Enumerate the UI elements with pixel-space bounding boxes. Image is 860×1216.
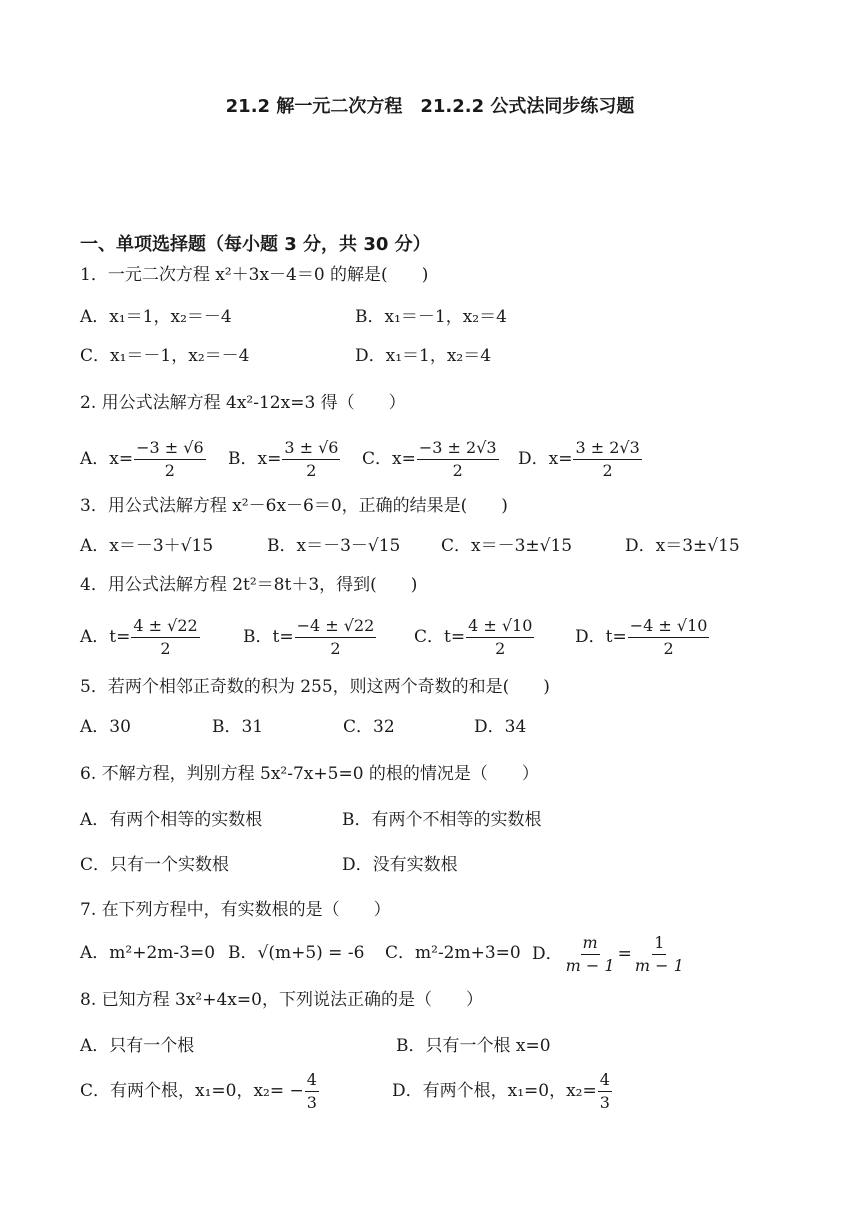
question-2-option-b — [228, 438, 341, 481]
question-6-option-a: A．有两个相等的实数根 — [80, 810, 263, 830]
question-6-stem: 6. 不解方程，判别方程 5x²-7x+5=0 的根的情况是（ ） — [80, 764, 539, 784]
question-8-stem: 8. 已知方程 3x²+4x=0，下列说法正确的是（ ） — [80, 990, 483, 1010]
fraction — [573, 438, 641, 481]
question-7-option-b: B．√(m+5) = -6 — [228, 943, 365, 963]
numerator: −4 ± √10 — [628, 616, 710, 638]
fraction — [598, 1070, 612, 1113]
option-label: D．x= — [518, 449, 573, 469]
fraction — [295, 616, 377, 659]
question-5-option-b: B．31 — [212, 717, 264, 737]
numerator: 4 ± √22 — [131, 616, 199, 638]
denominator: 2 — [495, 639, 506, 658]
question-2-option-a — [80, 438, 207, 481]
numerator: −4 ± √22 — [295, 616, 377, 638]
denominator: 3 — [599, 1093, 610, 1112]
question-2-option-d — [518, 438, 643, 481]
question-5-stem: 5．若两个相邻正奇数的积为 255，则这两个奇数的和是( ) — [80, 677, 550, 697]
option-label: D．有两个根，x₁=0，x₂= — [392, 1081, 597, 1101]
denominator: 2 — [306, 461, 317, 480]
question-7-option-c: C．m²-2m+3=0 — [385, 943, 521, 963]
option-label: C．x= — [362, 449, 416, 469]
numerator: 3 ± √6 — [282, 438, 340, 460]
question-8-option-b: B．只有一个根 x=0 — [396, 1036, 551, 1056]
question-6-option-c: C．只有一个实数根 — [80, 855, 230, 875]
denominator: 2 — [452, 461, 463, 480]
section-heading: 一、单项选择题（每小题 3 分，共 30 分） — [80, 234, 431, 255]
fraction — [633, 933, 686, 976]
question-3-option-b: B．x＝－3－√15 — [267, 536, 401, 556]
question-1-option-d: D．x₁＝1，x₂＝4 — [355, 346, 492, 366]
question-4-option-a — [80, 616, 201, 659]
question-7-stem: 7. 在下列方程中，有实数根的是（ ） — [80, 900, 391, 920]
question-8-option-c — [80, 1070, 320, 1113]
option-label: C．有两个根，x₁=0，x₂= − — [80, 1081, 304, 1101]
question-4-option-c — [414, 616, 535, 659]
option-label: D． — [532, 944, 563, 964]
question-4-stem: 4．用公式法解方程 2t²＝8t＋3，得到( ) — [80, 575, 418, 595]
denominator: 2 — [663, 639, 674, 658]
fraction — [417, 438, 499, 481]
question-3-option-a: A．x＝－3＋√15 — [80, 536, 214, 556]
question-7-option-d — [532, 933, 687, 976]
denominator: 2 — [602, 461, 613, 480]
numerator: −3 ± √6 — [134, 438, 206, 460]
numerator: 3 ± 2√3 — [573, 438, 641, 460]
option-label: A．x= — [80, 449, 134, 469]
question-5-option-d: D．34 — [474, 717, 527, 737]
question-5-option-c: C．32 — [343, 717, 395, 737]
fraction — [131, 616, 199, 659]
question-2-option-c — [362, 438, 500, 481]
numerator: 4 ± √10 — [466, 616, 534, 638]
fraction — [305, 1070, 319, 1113]
question-3-option-c: C．x＝－3±√15 — [441, 536, 573, 556]
numerator: −3 ± 2√3 — [417, 438, 499, 460]
question-1-stem: 1．一元二次方程 x²＋3x－4＝0 的解是( ) — [80, 265, 429, 285]
numerator: 4 — [598, 1070, 612, 1092]
fraction — [134, 438, 206, 481]
question-4-option-d — [575, 616, 710, 659]
question-1-option-c: C．x₁＝－1，x₂＝－4 — [80, 346, 250, 366]
question-3-stem: 3．用公式法解方程 x²－6x－6＝0，正确的结果是( ) — [80, 496, 508, 516]
question-1-option-a: A．x₁＝1，x₂＝－4 — [80, 307, 232, 327]
option-label: A．t= — [80, 627, 131, 647]
page-title: 21.2 解一元二次方程 21.2.2 公式法同步练习题 — [225, 96, 635, 117]
denominator: 2 — [330, 639, 341, 658]
denominator: m − 1 — [634, 956, 684, 975]
question-3-option-d: D．x＝3±√15 — [625, 536, 740, 556]
question-7-option-a: A．m²+2m-3=0 — [80, 943, 216, 963]
option-label: B．x= — [228, 449, 282, 469]
fraction — [628, 616, 710, 659]
question-5-option-a: A．30 — [80, 717, 131, 737]
denominator: 2 — [164, 461, 175, 480]
denominator: 3 — [306, 1093, 317, 1112]
fraction — [564, 933, 617, 976]
numerator: m — [581, 933, 600, 955]
question-6-option-d: D．没有实数根 — [342, 855, 458, 875]
question-1-option-b: B．x₁＝－1，x₂＝4 — [355, 307, 507, 327]
denominator: m − 1 — [565, 956, 615, 975]
equals-sign: = — [617, 944, 632, 964]
question-8-option-a: A．只有一个根 — [80, 1036, 195, 1056]
numerator: 1 — [652, 933, 666, 955]
option-label: B．t= — [243, 627, 294, 647]
question-4-option-b — [243, 616, 377, 659]
question-6-option-b: B．有两个不相等的实数根 — [342, 810, 542, 830]
fraction — [282, 438, 340, 481]
denominator: 2 — [160, 639, 171, 658]
question-2-stem: 2. 用公式法解方程 4x²-12x=3 得（ ） — [80, 393, 406, 413]
numerator: 4 — [305, 1070, 319, 1092]
option-label: D．t= — [575, 627, 627, 647]
question-8-option-d — [392, 1070, 613, 1113]
option-label: C．t= — [414, 627, 466, 647]
fraction — [466, 616, 534, 659]
